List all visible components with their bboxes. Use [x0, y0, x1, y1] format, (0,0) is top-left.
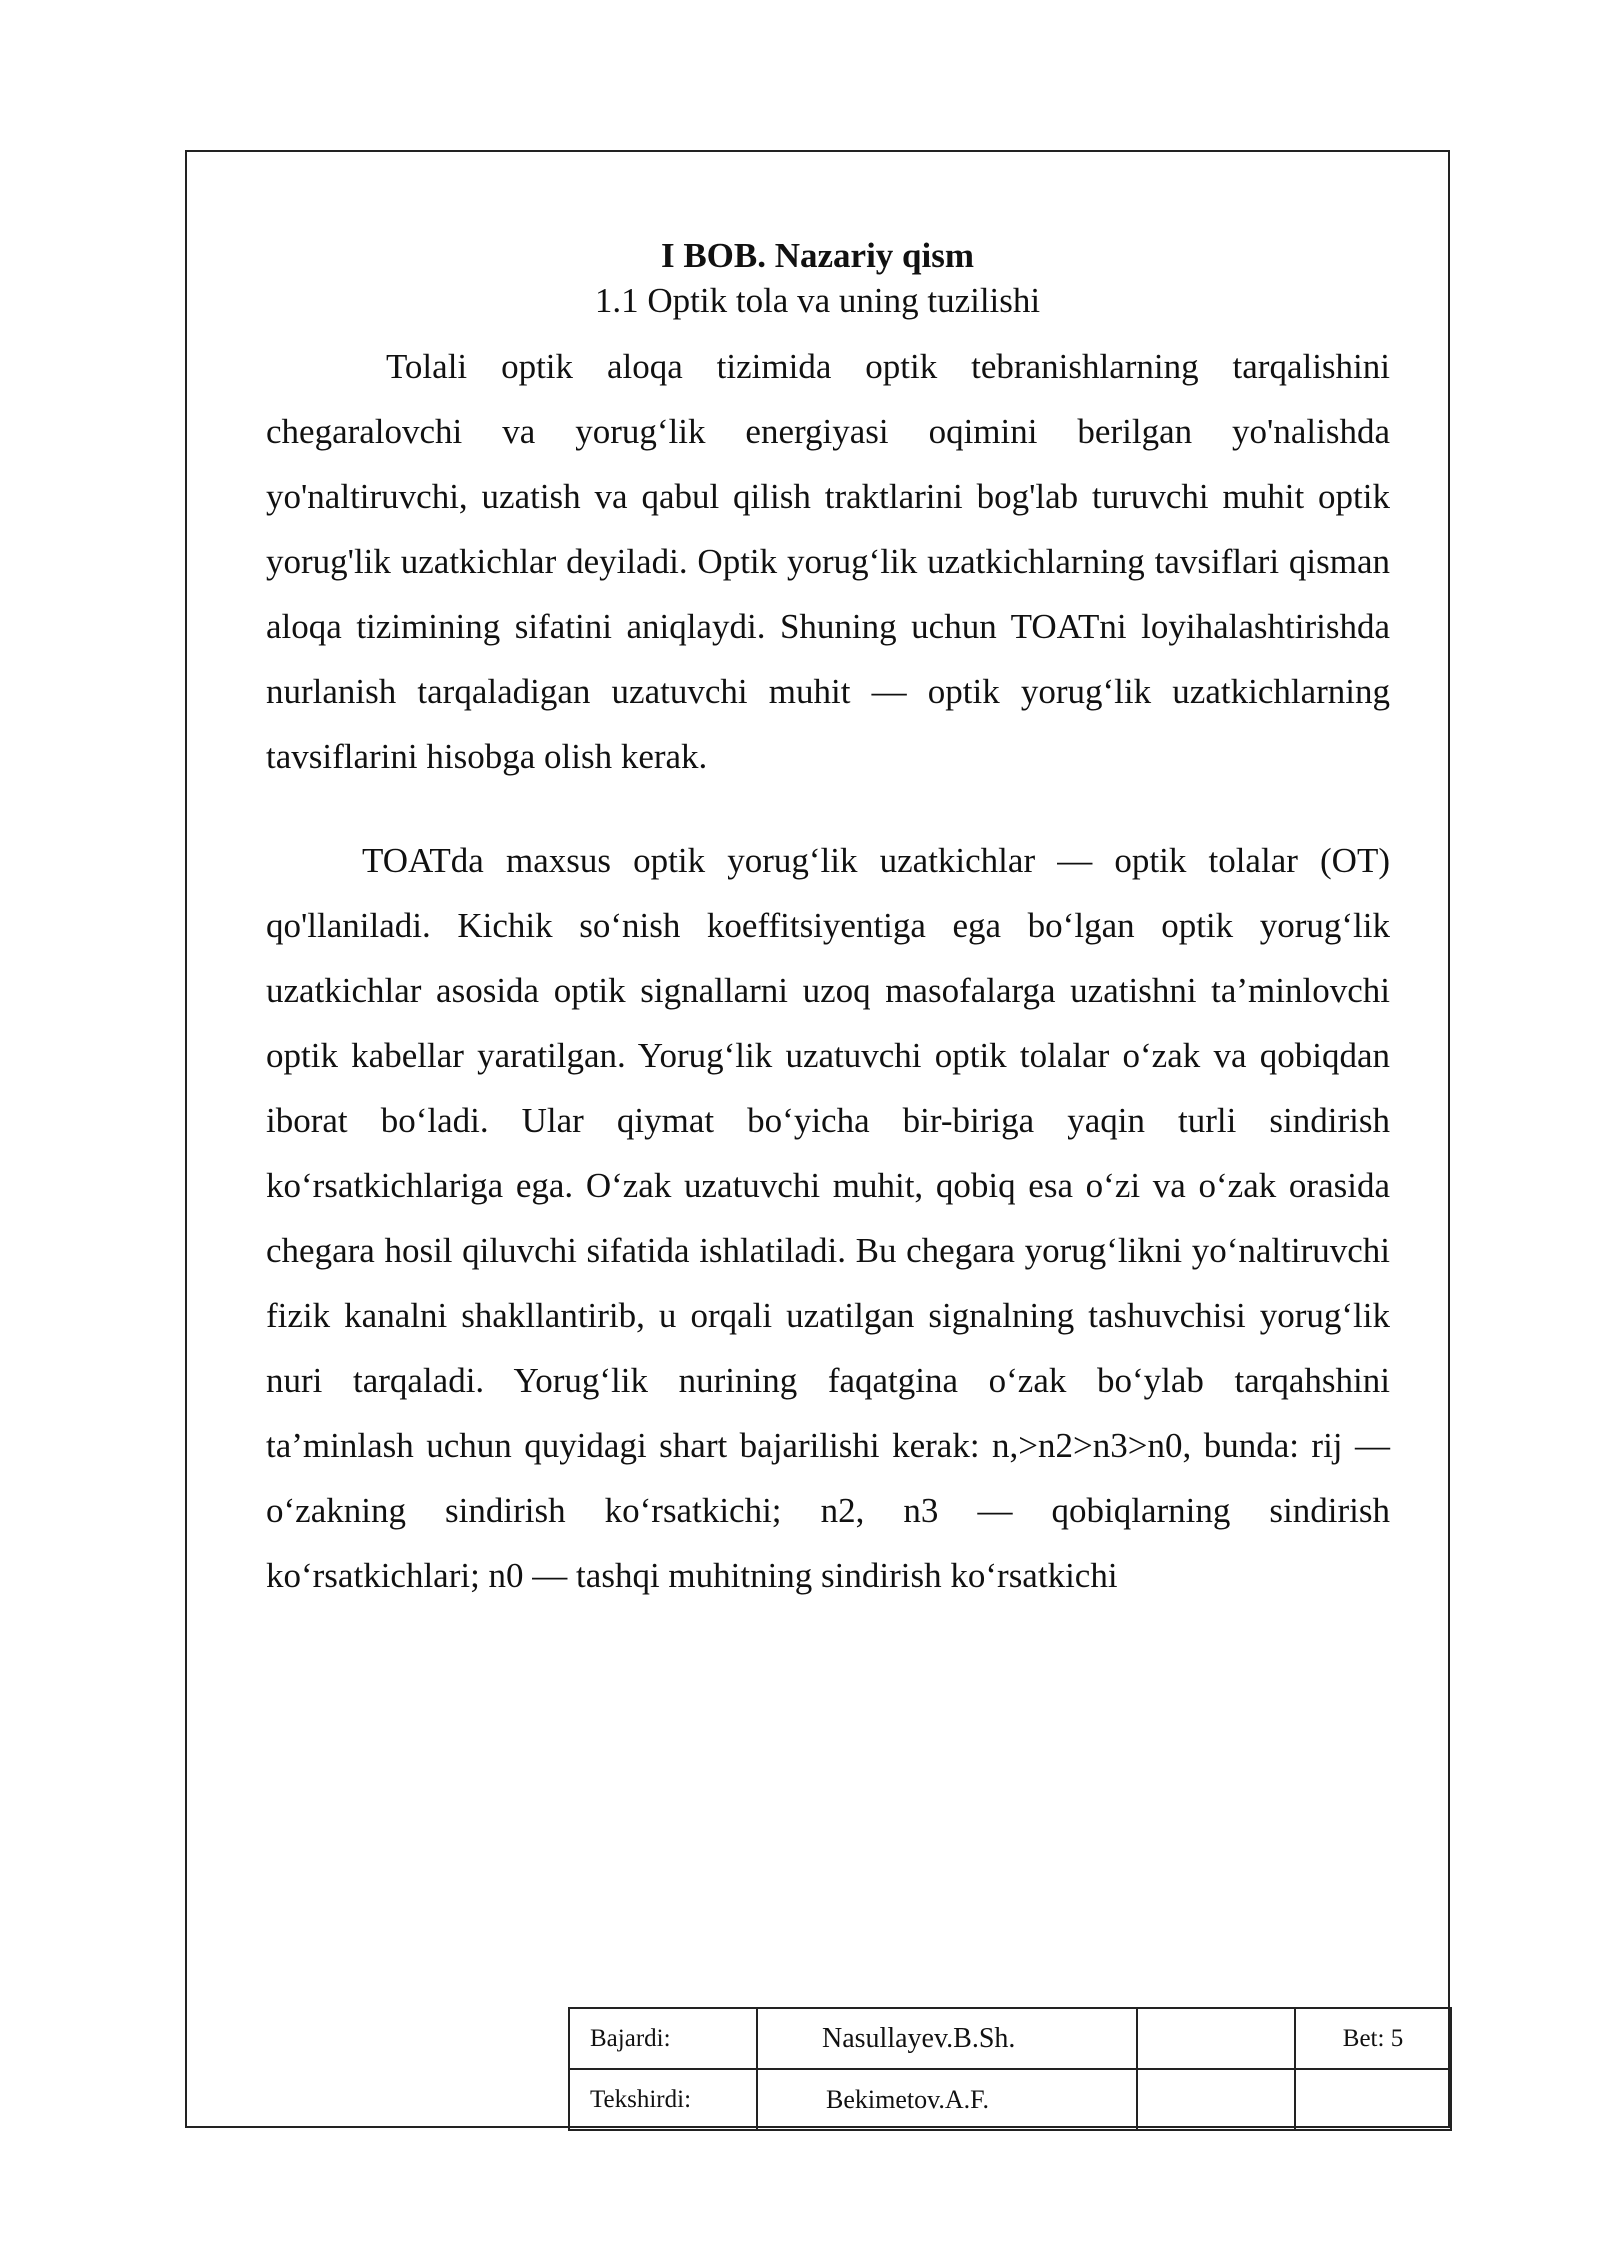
title-block-table	[568, 2007, 1452, 2131]
chapter-title: I BOB. Nazariy qism	[660, 236, 975, 275]
checked-by-label: Tekshirdi:	[569, 2069, 757, 2130]
checked-by-name: Bekimetov.A.F.	[757, 2069, 1137, 2130]
body-paragraph-2: TOATda maxsus optik yorug‘lik uzatkichlar — optik tolalar (OT) qo'llaniladi. Kichik so‘nish koeffitsiyentiga ega bo‘lgan optik yorug‘lik uzatkichlar asosida optik signallarni uzoq masofalarga uzatishni ta’minlovchi optik kabellar yaratilgan. Yorug‘lik uzatuvchi optik tolalar o‘zak va qobiqdan iborat bo‘ladi. Ular qiymat bo‘yicha bir-biriga yaqin turli sindirish ko‘rsatkichlariga ega. O‘zak uzatuvchi muhit, qobiq esa o‘zi va o‘zak orasida chegara hosil qiluvchi sifatida ishlatiladi. Bu chegara yorug‘likni yo‘naltiruvchi fizik kanalni shakllantirib, u orqali uzatilgan signalning tashuvchisi yorug‘lik nuri tarqaladi. Yorug‘lik nurining faqatgina o‘zak bo‘ylab tarqahshini ta’minlash uchun quyidagi shart bajarilishi kerak: n,>n2>n3>n0, bunda: rij — o‘zakning sindirish ko‘rsatkichi; n2, n3 — qobiqlarning sindirish ko‘rsatkichlari; n0 — tashqi muhitning sindirish ko‘rsatkichi	[266, 841, 1390, 1595]
title-block-row-checked	[569, 2069, 1451, 2130]
checked-by-signature-cell	[1137, 2069, 1295, 2130]
body-paragraph-1: Tolali optik aloqa tizimida optik tebranishlarning tarqalishini chegaralovchi va yorug‘lik energiyasi oqimini berilgan yo'nalishda yo'naltiruvchi, uzatish va qabul qilish traktlarini bog'lab turuvchi muhit optik yorug'lik uzatkichlar deyiladi. Optik yorug‘lik uzatkichlarning tavsiflari qisman aloqa tizimining sifatini aniqlaydi. Shuning uchun TOATni loyihalashtirishda nurlanish tarqaladigan uzatuvchi muhit — optik yorug‘lik uzatkichlarning tavsiflarini hisobga olish kerak.	[266, 347, 1390, 776]
empty-page-cell	[1295, 2069, 1451, 2130]
page-number: Bet: 5	[1295, 2008, 1451, 2069]
title-block-row-performed	[569, 2008, 1451, 2069]
performed-by-name: Nasullayev.B.Sh.	[757, 2008, 1137, 2069]
performed-by-signature-cell	[1137, 2008, 1295, 2069]
section-title: 1.1 Optik tola va uning tuzilishi	[594, 281, 1041, 320]
performed-by-label: Bajardi:	[569, 2008, 757, 2069]
